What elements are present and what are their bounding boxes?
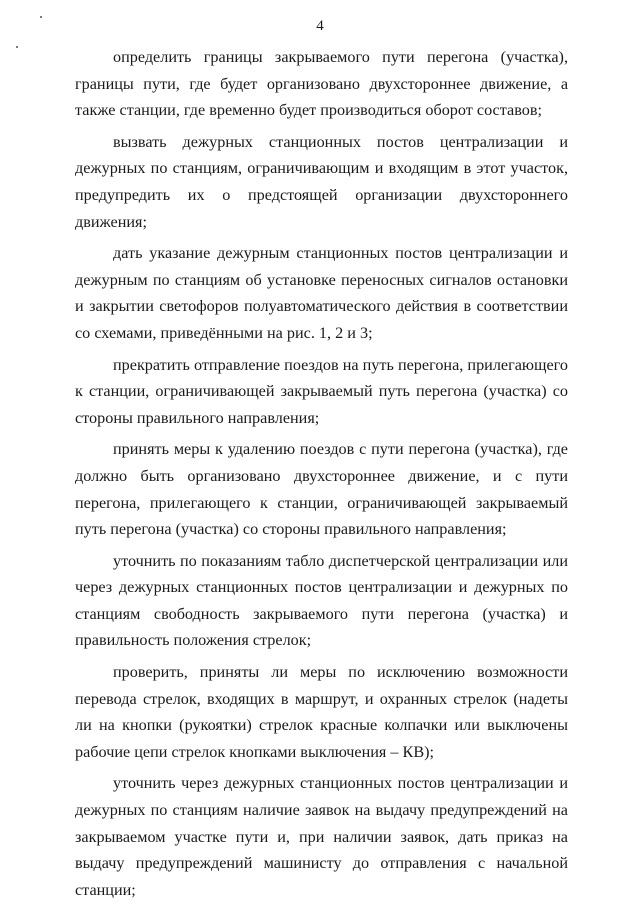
paragraph: дать указание дежурным станционных постов централизации и дежурным по станциям об установке переносных сигналов остановки и закрытии светофоров полуавтоматического действия в соответствии со схемами, приведёнными на рис. 1, 2 и 3; [75, 244, 568, 342]
paragraph: определить границы закрываемого пути перегона (участка), границы пути, где будет организовано двухстороннее движение, а также станции, где временно будет производиться оборот составов; [75, 48, 568, 120]
paragraph: вызвать дежурных станционных постов централизации и дежурных по станциям, ограничивающим и входящим в этот участок, предупредить их о предстоящей организации двухстороннего движения; [75, 132, 568, 231]
page-number: 4 [316, 18, 324, 34]
paragraph: уточнить по показаниям табло диспетчерской централизации или через дежурных станционных постов централизации и дежурных по станциям свободность закрываемого пути перегона (участка) и правильность положения стрелок; [75, 551, 568, 650]
paragraph: принять меры к удалению поездов с пути перегона (участка), где должно быть организовано двухстороннее движение, и с пути перегона, прилегающего к станции, ограничивающей закрываемый путь перегона (участка) со стороны правильного направления; [75, 440, 568, 539]
scan-speck [16, 46, 18, 48]
paragraph: проверить, приняты ли меры по исключению возможности перевода стрелок, входящих в маршрут, и охранных стрелок (надеты ли на кнопки (рукоятки) стрелок красные колпачки или выключены рабочие цепи стрелок кнопками выключения – КВ); [75, 663, 568, 761]
paragraph: уточнить через дежурных станционных постов централизации и дежурных по станциям наличие заявок на выдачу предупреждений на закрываемом участке пути и, при наличии заявок, дать приказ на выдачу предупреждений машинисту до отправления с начальной станции; [75, 774, 568, 899]
paragraph: прекратить отправление поездов на путь перегона, прилегающего к станции, ограничивающей закрываемый путь перегона (участка) со стороны правильного направления; [75, 355, 568, 427]
body-text [75, 44, 568, 908]
